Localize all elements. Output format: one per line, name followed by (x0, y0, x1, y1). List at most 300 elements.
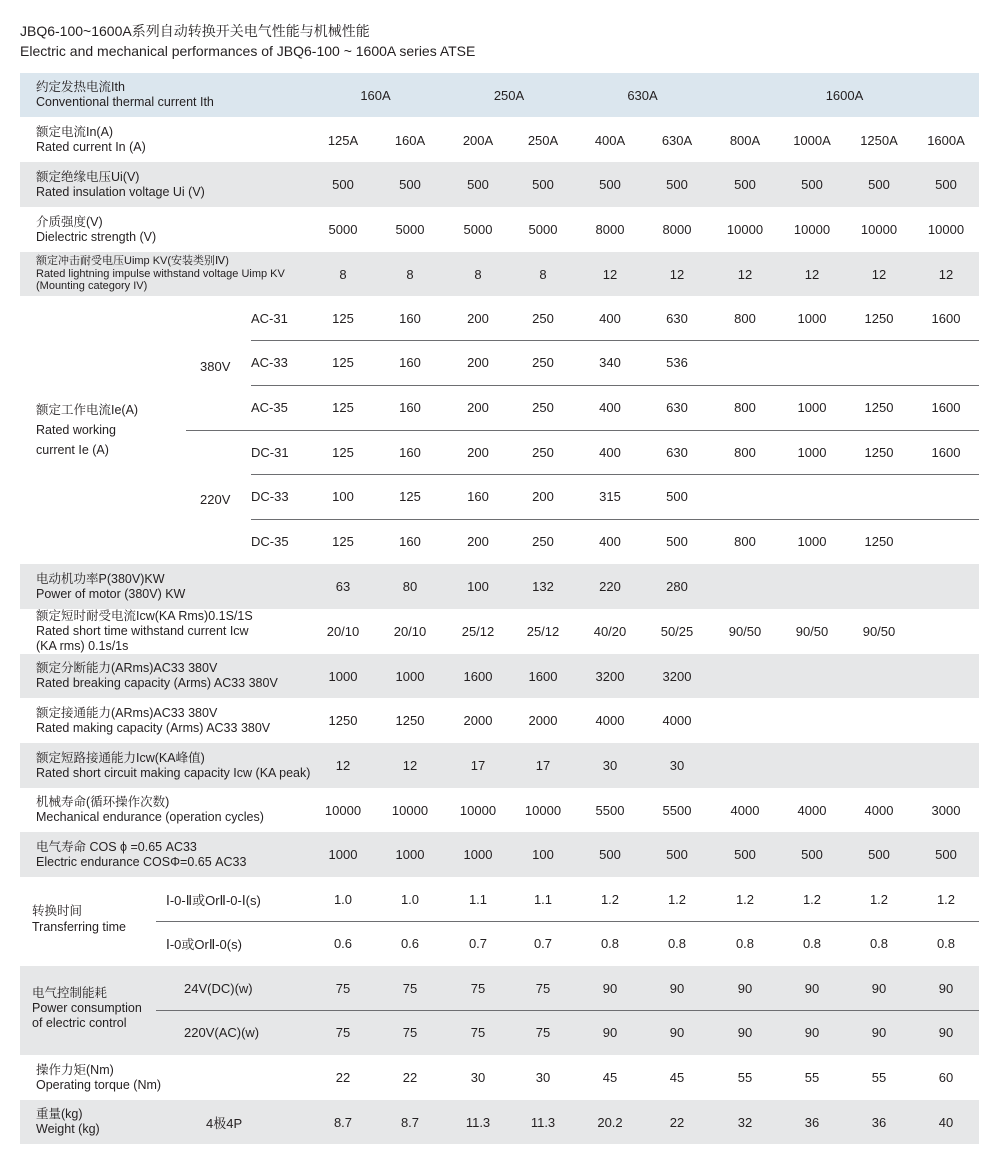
value-cell: 100 (332, 489, 354, 504)
value-cell: 160 (399, 534, 421, 549)
value-cell: 630 (666, 400, 688, 415)
value-cell: 1000 (395, 668, 425, 684)
row-label-zh: 额定电流In(A) (36, 125, 114, 139)
value-cell: 800 (734, 400, 756, 415)
value-cell: 12 (804, 266, 820, 282)
value-cell: 0.8 (600, 936, 620, 951)
value-cell: 1250 (328, 713, 358, 728)
value-cell: 0.7 (468, 936, 488, 951)
value-cell: 8000 (662, 222, 692, 237)
value-cell: 5000 (528, 222, 558, 237)
value-cell: 36 (871, 1114, 887, 1130)
row-electric-endurance (20, 832, 979, 877)
value-cell: 8.7 (400, 1114, 420, 1130)
sub-row-label: DC-35 (251, 534, 289, 549)
value-cell: 8 (474, 266, 482, 282)
row-label-zh: 电动机功率P(380V)KW (36, 571, 165, 586)
row-label (36, 207, 156, 252)
row-insulation-voltage (20, 162, 979, 207)
value-cell: 500 (868, 847, 890, 862)
value-cell: 1000 (797, 310, 827, 326)
value-cell: 1000A (793, 132, 831, 148)
value-cell: 500 (801, 847, 823, 862)
row-label-en: Rated short time withstand current Icw (36, 624, 249, 638)
value-cell: 1.0 (400, 891, 420, 907)
value-cell: 250A (527, 132, 559, 148)
value-cell: 800 (734, 444, 756, 460)
value-cell: 0.8 (869, 936, 889, 951)
row-label-en: Rated current In (A) (36, 140, 146, 154)
row-label-en: Rated making capacity (Arms) AC33 380V (36, 720, 271, 735)
value-cell: 90 (871, 1025, 887, 1040)
value-cell: 8 (339, 266, 347, 282)
sub-row-label: 24V(DC)(w) (184, 980, 253, 996)
value-cell: 10000 (793, 222, 831, 237)
row-label-en: Dielectric strength (V) (36, 229, 157, 244)
voltage-380-label: 380V (200, 359, 231, 374)
value-cell: 1.0 (333, 891, 353, 907)
row-label-zh: 重量(kg) (36, 1107, 83, 1121)
value-cell: 125 (332, 534, 354, 549)
value-cell: 400 (599, 444, 621, 460)
value-cell: 500 (666, 534, 688, 549)
value-cell: 200 (467, 400, 489, 415)
value-cell: 90 (938, 980, 954, 996)
value-cell: 100 (532, 847, 554, 862)
value-cell: 0.8 (936, 936, 956, 951)
value-cell: 500 (868, 177, 890, 192)
row-label-en: Rated short circuit making capacity Icw (KA peak) (36, 765, 311, 780)
value-cell: 1.1 (533, 891, 553, 907)
value-cell: 90/50 (795, 624, 829, 639)
value-cell: 8.7 (333, 1114, 353, 1130)
transfer-time-row (20, 921, 979, 966)
value-cell (845, 564, 913, 609)
value-cell: 315 (599, 489, 621, 504)
value-cell: 100 (467, 579, 489, 594)
value-cell: 90 (669, 1025, 685, 1040)
value-cell (711, 474, 779, 519)
value-cell: 5500 (595, 802, 625, 818)
value-cell: 400A (594, 132, 626, 148)
header-group-cell: 1600A (825, 87, 864, 103)
transfer-time-row (20, 877, 979, 921)
row-short-time-current (20, 609, 979, 654)
value-cell (778, 474, 846, 519)
value-cell (912, 519, 980, 564)
header-label-en: Conventional thermal current Ith (36, 95, 214, 109)
value-cell: 1000 (463, 847, 493, 862)
value-cell: 2000 (528, 713, 558, 728)
value-cell: 5000 (463, 222, 493, 237)
value-cell: 1600A (927, 132, 965, 148)
value-cell: 250 (532, 355, 554, 370)
value-cell: 1600 (931, 310, 961, 326)
value-cell: 500 (734, 847, 756, 862)
value-cell: 80 (402, 579, 418, 594)
row-rated-current (20, 118, 979, 162)
sub-row-label: DC-33 (251, 489, 289, 504)
row-label-en: Rated breaking capacity (Arms) AC33 380V (36, 676, 278, 690)
value-cell: 3000 (931, 802, 961, 818)
row-short-circuit-making (20, 743, 979, 788)
row-making-capacity (20, 698, 979, 743)
value-cell: 160 (399, 310, 421, 326)
value-cell: 90 (669, 980, 685, 996)
voltage-220-label: 220V (200, 492, 231, 507)
value-cell: 160 (399, 400, 421, 415)
value-cell: 25/12 (461, 624, 495, 639)
value-cell: 1600 (931, 444, 961, 460)
value-cell: 22 (402, 1070, 418, 1085)
value-cell (711, 654, 779, 698)
row-label-zh: 额定短路接通能力Icw(KA峰值) (36, 750, 205, 765)
working-current-row (20, 385, 979, 430)
value-cell: 22 (669, 1114, 685, 1130)
row-label-en: Weight (kg) (36, 1122, 100, 1136)
value-cell: 1.2 (735, 891, 755, 907)
value-cell (845, 743, 913, 788)
value-cell (711, 698, 779, 743)
value-cell: 1250 (864, 444, 894, 460)
header-group-cell: 630A (627, 87, 658, 103)
transfer-time-en: Transferring time (32, 920, 127, 934)
row-label-en: Rated insulation voltage Ui (V) (36, 184, 205, 199)
value-cell: 630A (661, 132, 693, 148)
value-cell: 10000 (860, 222, 898, 237)
value-cell: 1600 (528, 668, 558, 684)
value-cell (912, 564, 980, 609)
value-cell: 45 (602, 1070, 618, 1085)
value-cell: 75 (470, 1025, 486, 1040)
row-label-zh: 额定分断能力(ARms)AC33 380V (36, 661, 218, 675)
value-cell: 11.3 (465, 1114, 491, 1130)
value-cell (912, 654, 980, 698)
value-cell: 0.8 (735, 936, 755, 951)
value-cell: 30 (602, 758, 618, 773)
value-cell: 90 (871, 980, 887, 996)
value-cell (912, 609, 980, 654)
value-cell: 160 (399, 355, 421, 370)
working-current-block (20, 296, 979, 564)
value-cell: 90 (804, 1025, 820, 1040)
value-cell: 36 (804, 1114, 820, 1130)
value-cell: 1000 (328, 847, 358, 862)
value-cell: 800A (729, 132, 761, 148)
value-cell: 1000 (797, 534, 827, 549)
value-cell: 125 (332, 400, 354, 415)
value-cell: 500 (734, 177, 756, 192)
value-cell: 1250A (860, 132, 898, 148)
value-cell: 10000 (324, 802, 362, 818)
value-cell: 3200 (595, 668, 625, 684)
value-cell (845, 474, 913, 519)
row-weight (20, 1100, 979, 1144)
value-cell (711, 340, 779, 385)
value-cell: 400 (599, 310, 621, 326)
value-cell: 11.3 (530, 1114, 556, 1130)
value-cell (912, 743, 980, 788)
value-cell: 0.8 (802, 936, 822, 951)
value-cell: 4000 (662, 713, 692, 728)
value-cell: 5500 (662, 802, 692, 818)
value-cell: 4000 (730, 802, 760, 818)
value-cell: 12 (335, 758, 351, 773)
value-cell: 90 (602, 980, 618, 996)
value-cell: 280 (666, 579, 688, 594)
value-cell: 1.2 (936, 891, 956, 907)
value-cell: 125 (332, 355, 354, 370)
value-cell: 1250 (864, 534, 894, 549)
control-power-block (20, 966, 979, 1055)
value-cell: 90 (737, 980, 753, 996)
row-label-en: Electric endurance COSΦ=0.65 AC33 (36, 854, 247, 869)
row-label-zh: 介质强度(V) (36, 214, 103, 229)
value-cell: 55 (737, 1070, 753, 1085)
value-cell: 4000 (797, 802, 827, 818)
value-cell: 30 (470, 1070, 486, 1085)
row-label (36, 698, 270, 743)
value-cell: 630 (666, 310, 688, 326)
value-cell: 12 (938, 266, 954, 282)
row-label-zh: 机械寿命(循环操作次数) (36, 795, 170, 809)
value-cell: 160 (399, 444, 421, 460)
value-cell (912, 474, 980, 519)
value-cell: 12 (871, 266, 887, 282)
row-label-en: Rated lightning impulse withstand voltage Uimp KV (36, 267, 285, 280)
value-cell: 32 (737, 1114, 753, 1130)
header-label (36, 73, 214, 117)
value-cell: 63 (335, 579, 351, 594)
control-power-en2: of electric control (32, 1016, 127, 1030)
value-cell: 30 (669, 758, 685, 773)
row-label-en: Operating torque (Nm) (36, 1077, 162, 1092)
value-cell: 250 (532, 444, 554, 460)
value-cell (912, 340, 980, 385)
working-current-row (20, 340, 979, 385)
value-cell: 2000 (463, 713, 493, 728)
value-cell: 50/25 (660, 624, 694, 639)
value-cell (778, 654, 846, 698)
value-cell: 125 (332, 310, 354, 326)
value-cell: 90 (602, 1025, 618, 1040)
value-cell: 55 (871, 1070, 887, 1085)
value-cell: 250 (532, 400, 554, 415)
working-current-row (20, 430, 979, 474)
value-cell (778, 564, 846, 609)
control-power-row (20, 1010, 979, 1055)
row-operating-torque (20, 1055, 979, 1100)
value-cell: 125 (332, 444, 354, 460)
row-label-zh: 额定绝缘电压Ui(V) (36, 169, 140, 184)
value-cell: 630 (666, 444, 688, 460)
row-label (36, 564, 185, 609)
value-cell: 45 (669, 1070, 685, 1085)
value-cell: 160A (394, 132, 426, 148)
value-cell: 10000 (391, 802, 429, 818)
value-cell: 500 (801, 177, 823, 192)
sub-row-label: AC-31 (251, 310, 288, 326)
value-cell: 500 (666, 489, 688, 504)
row-label-zh: 额定冲击耐受电压Uimp KV(安装类别Ⅳ) (36, 255, 229, 268)
working-current-row (20, 474, 979, 519)
value-cell: 500 (599, 847, 621, 862)
sub-row-label: DC-31 (251, 444, 289, 460)
working-current-row (20, 519, 979, 564)
row-label (36, 788, 264, 832)
value-cell (711, 564, 779, 609)
value-cell: 20/10 (393, 624, 427, 639)
value-cell: 400 (599, 534, 621, 549)
value-cell: 1250 (395, 713, 425, 728)
value-cell: 12 (669, 266, 685, 282)
row-label-zh: 额定短时耐受电流Icw(KA Rms)0.1S/1S (36, 609, 253, 623)
working-current-row (20, 296, 979, 340)
value-cell: 90/50 (862, 624, 896, 639)
row-label (36, 118, 146, 162)
row-label (36, 832, 246, 877)
value-cell: 8 (539, 266, 547, 282)
row-breaking-capacity (20, 654, 979, 698)
value-cell: 20.2 (597, 1114, 623, 1130)
value-cell: 10000 (927, 222, 965, 237)
value-cell (845, 698, 913, 743)
value-cell (778, 698, 846, 743)
value-cell: 0.7 (533, 936, 553, 951)
value-cell (778, 340, 846, 385)
value-cell: 5000 (328, 222, 358, 237)
value-cell: 1250 (864, 310, 894, 326)
row-label-zh: 额定接通能力(ARms)AC33 380V (36, 705, 218, 720)
row-motor-power (20, 564, 979, 609)
row-label (36, 1100, 100, 1144)
row-label (36, 1055, 161, 1100)
value-cell: 500 (399, 177, 421, 192)
value-cell: 1000 (328, 668, 358, 684)
value-cell: 1250 (864, 400, 894, 415)
pole-label: 4极4P (206, 1115, 243, 1131)
working-current-en2: current Ie (A) (36, 443, 109, 457)
value-cell: 0.6 (333, 936, 353, 951)
value-cell: 800 (734, 310, 756, 326)
header-row (20, 73, 979, 117)
header-group-cell: 250A (493, 87, 525, 103)
value-cell: 90 (938, 1025, 954, 1040)
row-label (36, 654, 278, 698)
row-label (36, 252, 285, 296)
sub-row-label: AC-35 (251, 400, 288, 415)
working-current-en1: Rated working (36, 423, 116, 437)
value-cell: 200 (467, 355, 489, 370)
value-cell: 536 (666, 355, 688, 370)
value-cell (845, 654, 913, 698)
value-cell: 4000 (595, 713, 625, 728)
control-power-en1: Power consumption (32, 1001, 142, 1015)
value-cell: 1000 (395, 847, 425, 862)
value-cell: 55 (804, 1070, 820, 1085)
value-cell: 500 (666, 847, 688, 862)
value-cell (778, 743, 846, 788)
value-cell: 75 (535, 1025, 551, 1040)
value-cell: 10000 (726, 222, 764, 237)
value-cell: 90 (737, 1025, 753, 1040)
value-cell: 400 (599, 400, 621, 415)
row-label-en2: (Mounting category IV) (36, 280, 148, 293)
control-power-row (20, 966, 979, 1010)
value-cell: 500 (532, 177, 554, 192)
value-cell: 12 (402, 758, 418, 773)
value-cell: 12 (737, 266, 753, 282)
value-cell: 1.2 (600, 891, 620, 907)
value-cell: 500 (332, 177, 354, 192)
row-label-zh: 电气寿命 COS ϕ =0.65 AC33 (36, 839, 197, 854)
value-cell: 17 (470, 758, 486, 773)
value-cell: 22 (335, 1070, 351, 1085)
value-cell: 12 (602, 266, 618, 282)
value-cell (845, 340, 913, 385)
row-label-en2: (KA rms) 0.1s/1s (36, 639, 129, 653)
value-cell: 220 (599, 579, 621, 594)
row-dielectric-strength (20, 207, 979, 252)
value-cell: 60 (938, 1070, 954, 1085)
title-zh: JBQ6-100~1600A系列自动转换开关电气性能与机械性能 (20, 23, 370, 39)
value-cell: 30 (535, 1070, 551, 1085)
header-group-cell: 160A (360, 87, 391, 103)
value-cell: 500 (599, 177, 621, 192)
row-label-en: Mechanical endurance (operation cycles) (36, 810, 264, 824)
value-cell: 90/50 (728, 624, 762, 639)
transfer-time-block (20, 877, 979, 966)
value-cell: 17 (535, 758, 551, 773)
value-cell: 340 (599, 355, 621, 370)
value-cell: 500 (666, 177, 688, 192)
value-cell: 8 (406, 266, 414, 282)
value-cell: 75 (335, 1025, 351, 1040)
value-cell: 200 (467, 534, 489, 549)
value-cell: 8000 (595, 222, 625, 237)
row-mechanical-endurance (20, 788, 979, 832)
value-cell: 800 (734, 534, 756, 549)
value-cell: 10000 (459, 802, 497, 818)
value-cell: 75 (335, 980, 351, 996)
value-cell: 200 (532, 489, 554, 504)
value-cell: 3200 (662, 668, 692, 684)
value-cell: 20/10 (326, 624, 360, 639)
value-cell: 25/12 (526, 624, 560, 639)
value-cell: 1.2 (802, 891, 822, 907)
value-cell: 90 (804, 980, 820, 996)
value-cell: 0.6 (400, 936, 420, 951)
value-cell: 500 (467, 177, 489, 192)
row-label (36, 162, 205, 207)
value-cell: 1600 (463, 668, 493, 684)
value-cell (711, 743, 779, 788)
value-cell: 0.8 (667, 936, 687, 951)
value-cell: 250 (532, 534, 554, 549)
sub-row-label: Ⅰ-0-Ⅱ或OrⅡ-0-Ⅰ(s) (166, 892, 261, 908)
value-cell: 160 (467, 489, 489, 504)
sub-row-label: Ⅰ-0或OrⅡ-0(s) (166, 937, 242, 952)
value-cell: 75 (535, 980, 551, 996)
value-cell: 1600 (931, 400, 961, 415)
value-cell: 250 (532, 310, 554, 326)
value-cell: 200 (467, 310, 489, 326)
value-cell: 125 (399, 489, 421, 504)
value-cell: 132 (532, 579, 554, 594)
value-cell: 40/20 (593, 624, 627, 639)
value-cell: 125A (327, 132, 359, 148)
control-power-zh: 电气控制能耗 (32, 986, 108, 1000)
